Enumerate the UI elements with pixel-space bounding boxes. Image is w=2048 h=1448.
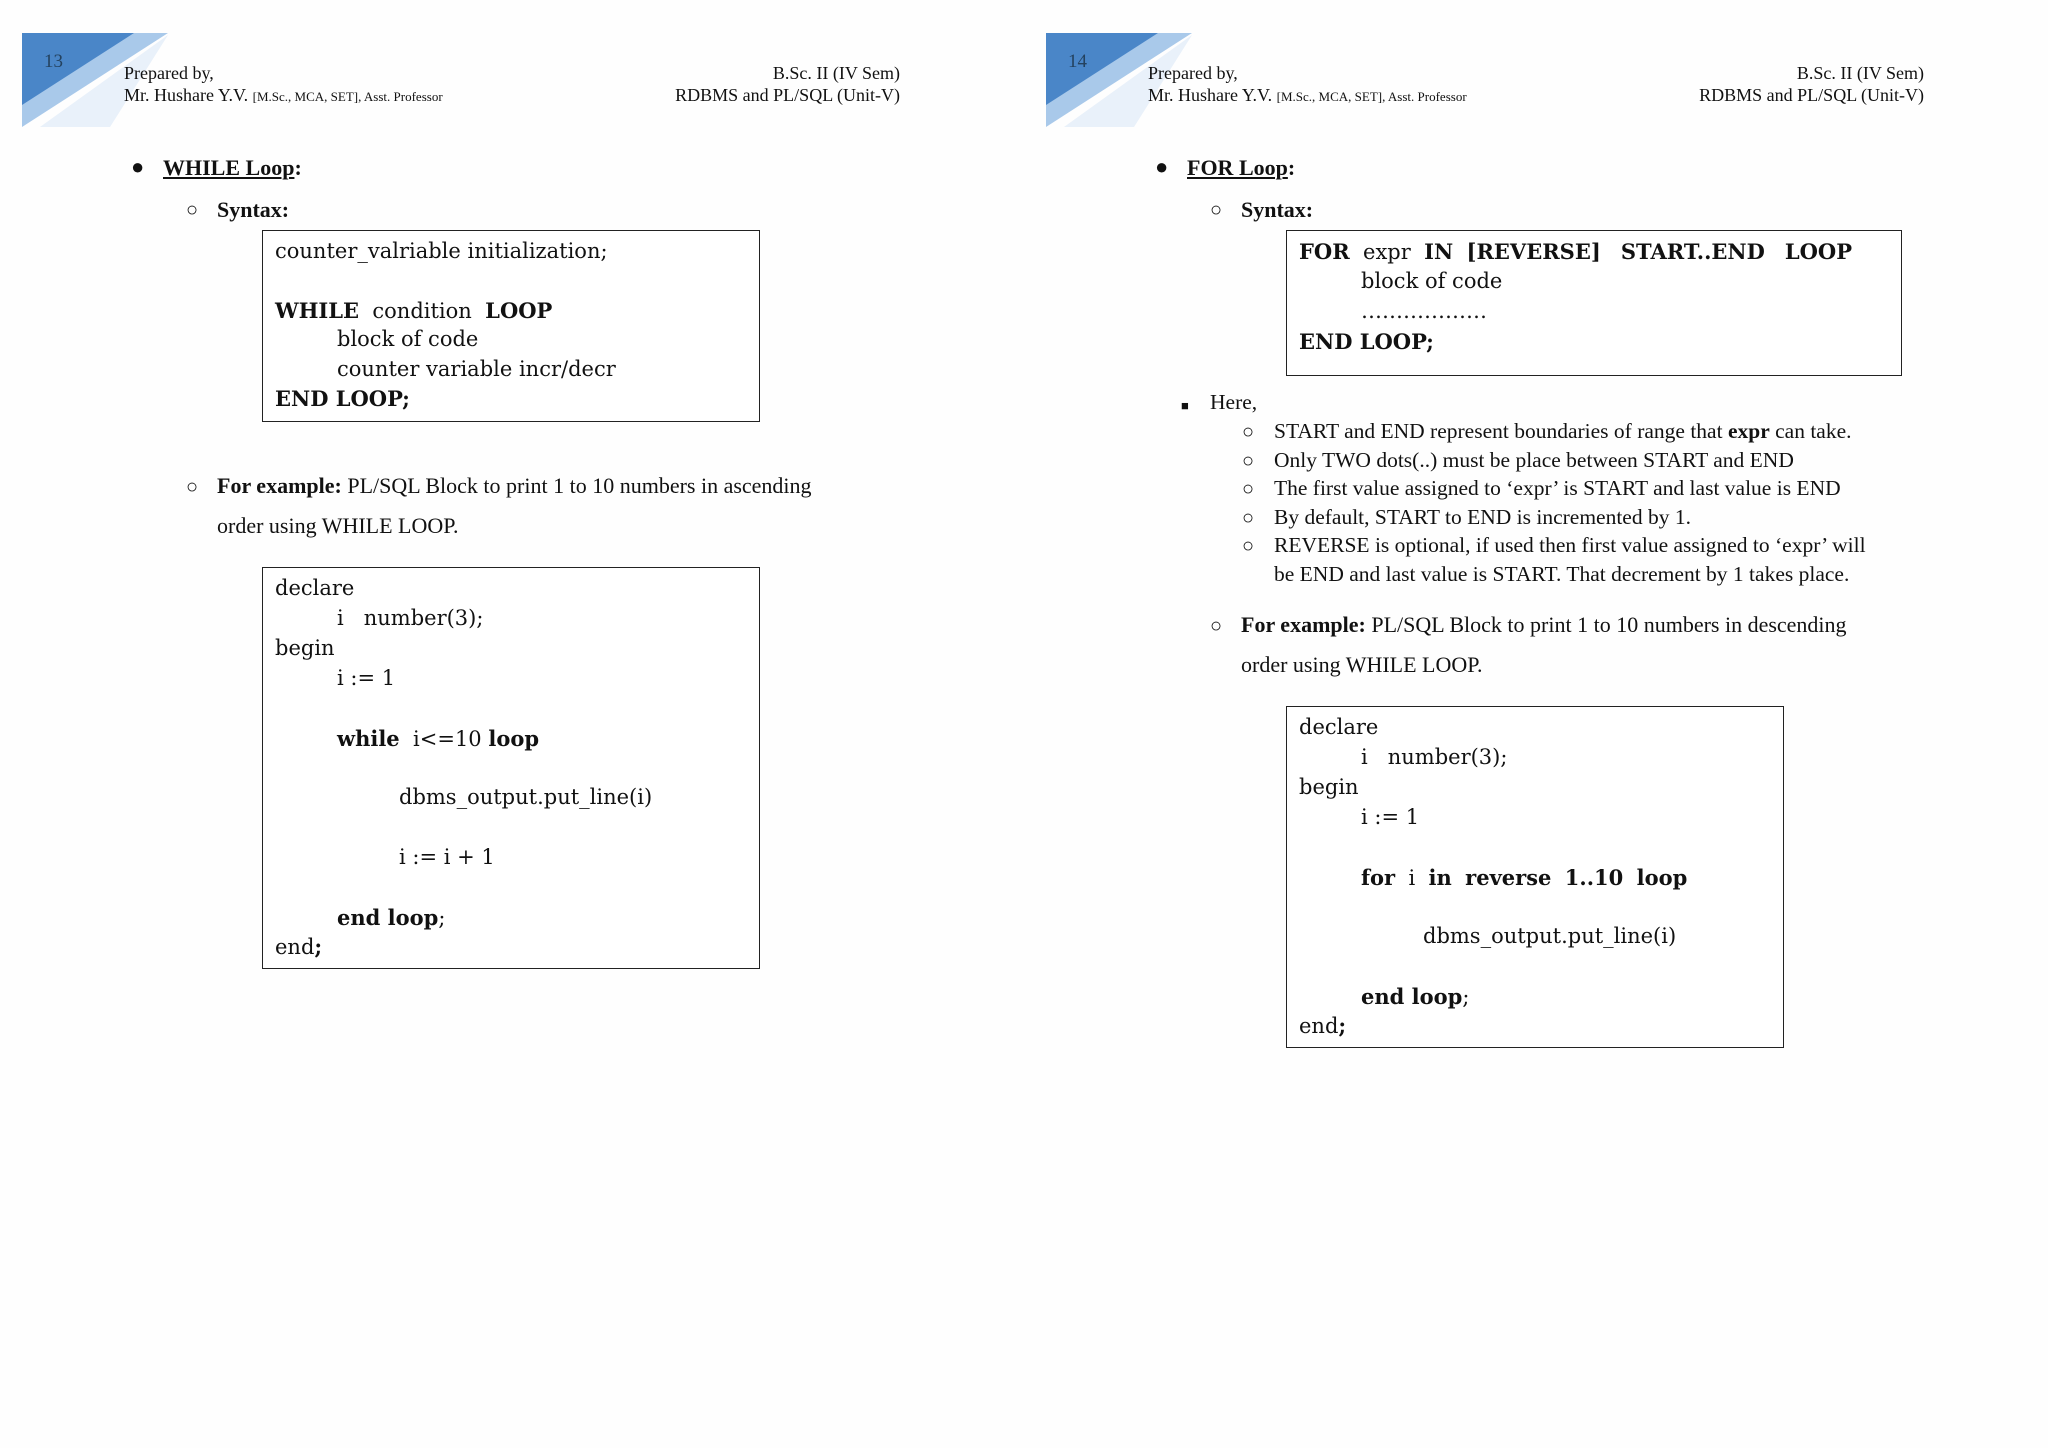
course-info (675, 62, 900, 106)
code-begin: begin (275, 636, 335, 660)
circle-bullet: ○ (186, 199, 199, 221)
code-begin: begin (1299, 775, 1359, 799)
code-var-decl: i number(3); (337, 606, 484, 630)
syntax-box (262, 230, 760, 422)
bullet-dot: ● (1155, 154, 1169, 179)
syntax-incr: counter variable incr/decr (337, 357, 616, 381)
code-end: end; (275, 934, 323, 959)
prepared-by (124, 62, 443, 108)
subject-label: RDBMS and PL/SQL (Unit-V) (1699, 85, 1924, 105)
note-item: ○ Only TWO dots(..) must be place between START and END (1242, 447, 1794, 472)
here-label: Here, (1210, 390, 1258, 414)
bullet-dot: ● (131, 154, 145, 179)
course-label: B.Sc. II (IV Sem) (1796, 63, 1924, 83)
section-colon: : (1287, 155, 1296, 180)
syntax-init: counter_valriable initialization; (275, 239, 608, 263)
note-item-cont: be END and last value is START. That decrement by 1 takes place. (1274, 561, 1850, 586)
code-incr: i := i + 1 (399, 845, 495, 869)
author-line: Mr. Hushare Y.V. [M.Sc., MCA, SET], Asst. Professor (1148, 85, 1467, 105)
syntax-end: END LOOP; (1299, 329, 1434, 354)
circle-bullet: ○ (186, 476, 199, 498)
code-end: end; (1299, 1013, 1347, 1038)
code-while-line: while i<=10 loop (337, 726, 540, 751)
syntax-while-line: WHILE condition LOOP (275, 298, 553, 323)
notes-list (1242, 418, 1952, 588)
code-output: dbms_output.put_line(i) (1423, 924, 1677, 948)
section-title: FOR Loop (1187, 155, 1288, 180)
section-title: WHILE Loop (163, 155, 295, 180)
syntax-label: Syntax: (1241, 197, 1314, 222)
example-text-cont: order using WHILE LOOP. (1241, 652, 1483, 677)
author-title: Asst. Professor (363, 89, 443, 104)
author-name: Mr. Hushare Y.V. (1148, 85, 1273, 105)
page-14 (1024, 0, 2048, 1448)
code-declare: declare (1299, 715, 1379, 739)
code-box (1286, 706, 1784, 1048)
note-item: ○ By default, START to END is incremented by 1. (1242, 504, 1691, 529)
example-paragraph (217, 466, 869, 546)
circle-bullet: ○ (1210, 615, 1223, 637)
note-item: ○ START and END represent boundaries of range that expr can take. (1242, 419, 1852, 443)
subject-label: RDBMS and PL/SQL (Unit-V) (675, 85, 900, 105)
code-assign: i := 1 (1361, 805, 1420, 829)
section-heading (163, 155, 302, 181)
code-for-line: for i in reverse 1..10 loop (1361, 865, 1688, 890)
example-paragraph (1241, 605, 1953, 685)
page-number: 13 (44, 51, 63, 72)
author-name: Mr. Hushare Y.V. (124, 85, 249, 105)
example-text: PL/SQL Block to print 1 to 10 numbers in ascending (347, 473, 812, 498)
code-declare: declare (275, 576, 355, 600)
circle-bullet: ○ (1210, 199, 1223, 221)
syntax-dots: ……………… (1361, 299, 1487, 323)
author-quals: [M.Sc., MCA, SET] (1276, 89, 1383, 104)
author-quals: [M.Sc., MCA, SET] (252, 89, 359, 104)
note-item: ○ The first value assigned to ‘expr’ is START and last value is END (1242, 476, 1841, 500)
page-number: 14 (1068, 51, 1087, 72)
course-label: B.Sc. II (IV Sem) (772, 63, 900, 83)
code-assign: i := 1 (337, 666, 396, 690)
code-end-loop: end loop; (337, 905, 446, 930)
square-bullet: ■ (1181, 398, 1189, 413)
code-var-decl: i number(3); (1361, 745, 1508, 769)
section-colon: : (294, 155, 302, 180)
prepared-by-label: Prepared by, (124, 63, 214, 83)
author-line: Mr. Hushare Y.V. [M.Sc., MCA, SET], Asst. Professor (124, 85, 443, 105)
prepared-by-label: Prepared by, (1148, 63, 1238, 83)
section-heading (1187, 155, 1295, 181)
code-output: dbms_output.put_line(i) (399, 785, 653, 809)
code-box (262, 567, 760, 969)
code-end-loop: end loop; (1361, 984, 1470, 1009)
syntax-box (1286, 230, 1902, 376)
note-item: ○ REVERSE is optional, if used then first value assigned to ‘expr’ will (1242, 533, 1866, 557)
syntax-for-line: FOR expr IN [REVERSE] START..END LOOP (1299, 239, 1852, 264)
syntax-body: block of code (337, 327, 479, 351)
example-text-cont: order using WHILE LOOP. (217, 513, 459, 538)
example-label: For example: (217, 473, 342, 498)
syntax-end: END LOOP; (275, 386, 410, 411)
syntax-label: Syntax: (217, 197, 290, 222)
author-title: Asst. Professor (1387, 89, 1467, 104)
syntax-body: block of code (1361, 269, 1503, 293)
example-label: For example: (1241, 612, 1366, 637)
example-text: PL/SQL Block to print 1 to 10 numbers in descending (1371, 612, 1847, 637)
prepared-by (1148, 62, 1467, 108)
course-info (1699, 62, 1924, 106)
